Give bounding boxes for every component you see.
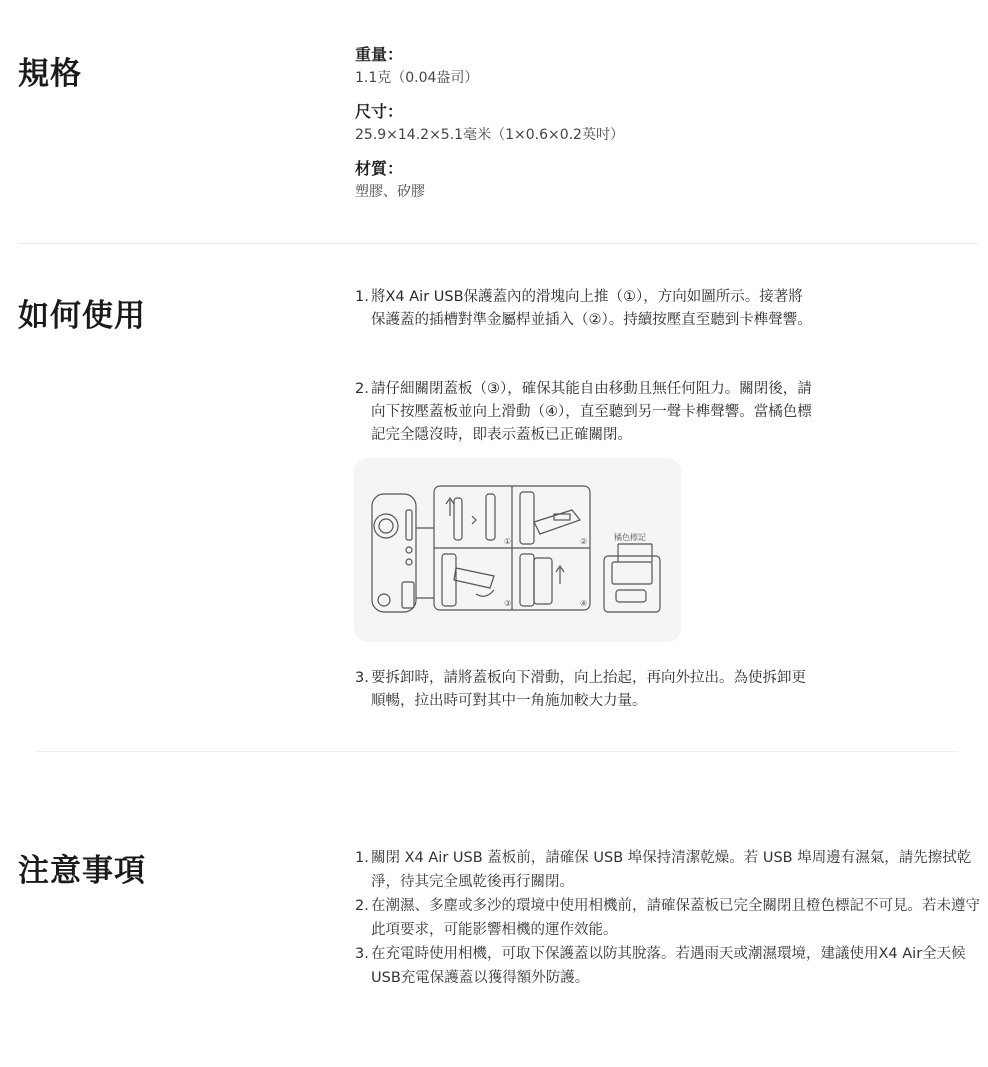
camera-lens-shape: [374, 514, 398, 538]
usage-step-text: 要拆卸時，請將蓋板向下滑動，向上抬起，再向外拉出。為使拆卸更順暢，拉出時可對其中一角施加較大力量。: [371, 670, 806, 709]
spec-size-value: 25.9×14.2×5.1毫米（1×0.6×0.2英吋）: [355, 127, 624, 143]
note-item-1: [355, 846, 980, 894]
usage-step-text: 將X4 Air USB保護蓋內的滑塊向上推（①），方向如圖所示。接著將保護蓋的插槽對準金屬桿並插入（②）。持續按壓直至聽到卡榫聲響。: [371, 289, 812, 328]
marker-2: ②: [580, 537, 588, 546]
usage-title: 如何使用: [18, 298, 146, 334]
spec-size-label: 尺寸：: [355, 102, 404, 121]
note-number: 2.: [355, 898, 369, 914]
installation-illustration: [354, 458, 681, 642]
marker-4: ④: [580, 599, 588, 608]
marker-3: ③: [504, 599, 512, 608]
specs-title: 規格: [18, 56, 82, 92]
usage-step-text: 請仔細關閉蓋板（③），確保其能自由移動且無任何阻力。關閉後，請向下按壓蓋板並向上滑動（④），直至聽到另一聲卡榫聲響。當橘色標記完全隱沒時，即表示蓋板已正確關閉。: [371, 381, 812, 443]
note-text: 在充電時使用相機，可取下保護蓋以防其脫落。若遇雨天或潮濕環境，建議使用X4 Air全天候USB充電保護蓋以獲得額外防護。: [371, 946, 966, 986]
usage-step-number: 1.: [355, 289, 369, 305]
spec-weight-label: 重量：: [355, 45, 404, 64]
divider-usage: [36, 751, 958, 752]
spec-material-label: 材質：: [355, 159, 404, 178]
note-text: 關閉 X4 Air USB 蓋板前，請確保 USB 埠保持清潔乾燥。若 USB 埠周邊有濕氣，請先擦拭乾淨，待其完全風乾後再行關閉。: [371, 850, 972, 890]
usage-step-3: [355, 667, 815, 713]
note-item-3: [355, 942, 980, 990]
usage-step-1: [355, 286, 815, 332]
note-number: 1.: [355, 850, 369, 866]
note-number: 3.: [355, 946, 369, 962]
spec-weight-value: 1.1克（0.04盎司）: [355, 70, 479, 86]
usage-step-number: 2.: [355, 381, 369, 397]
usage-step-number: 3.: [355, 670, 369, 686]
specs-list: [355, 44, 955, 215]
note-item-2: [355, 894, 980, 942]
notes-title: 注意事項: [18, 853, 146, 889]
marker-1: ①: [504, 537, 512, 546]
installation-diagram: [354, 458, 681, 642]
divider-specs: [18, 243, 978, 244]
orange-mark-label: 橘色標記: [614, 533, 646, 542]
notes-list: [355, 846, 980, 990]
note-text: 在潮濕、多塵或多沙的環境中使用相機前，請確保蓋板已完全關閉且橙色標記不可見。若未遵守此項要求，可能影響相機的運作效能。: [371, 898, 980, 938]
spec-material-value: 塑膠、矽膠: [355, 184, 425, 200]
usage-step-2: [355, 378, 815, 447]
